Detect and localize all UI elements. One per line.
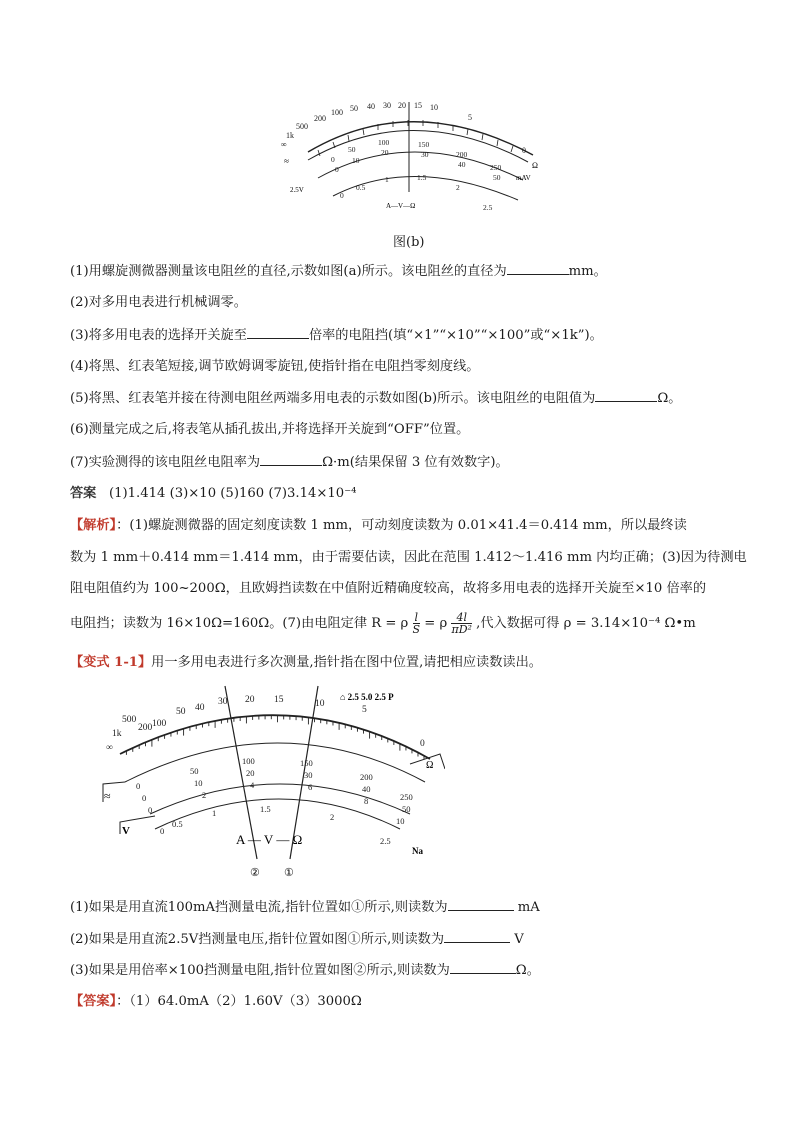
vq-1-unit: mA	[517, 900, 540, 915]
analysis-text-3: 阻电阻值约为 100~200Ω，且欧姆挡读数在中值附近精确度较高，故将多用电表的选择开关旋至×10 倍率的	[70, 581, 707, 596]
fc-dc-mid-0: 0	[142, 793, 147, 803]
dc-bot-2: 2	[456, 183, 460, 192]
variant-question-2	[70, 930, 524, 949]
fc-dc-low-0: 0	[148, 805, 153, 815]
fraction-1-numerator: l	[413, 612, 421, 624]
answer-blank-3[interactable]	[247, 326, 309, 339]
answer-label: 答案	[70, 486, 97, 501]
answer-blank-5[interactable]	[595, 389, 657, 402]
vq-blank-2[interactable]	[444, 930, 510, 943]
fc-dc-low-4: 4	[250, 780, 255, 790]
answer-blank-7[interactable]	[260, 453, 322, 466]
fc-ohm-5: 5	[362, 705, 367, 715]
question-2	[70, 294, 247, 312]
fc-dc-bot-0-5: 0.5	[172, 819, 183, 829]
v25-label: 2.5V	[290, 186, 304, 194]
question-5-text: (5)将黑、红表笔并接在待测电阻丝两端多用电表的示数如图(b)所示。该电阻丝的电阻值为	[70, 391, 596, 406]
fc-dc-low-6: 6	[308, 782, 313, 792]
vq-3-unit: Ω。	[515, 963, 540, 978]
question-7-text: (7)实验测得的该电阻丝电阻率为	[70, 455, 261, 470]
analysis-text-4a: 电阻挡；读数为 16×10Ω=160Ω。(7)由电阻定律 R = ρ	[70, 616, 409, 631]
analysis-eq: = ρ	[424, 616, 448, 631]
fc-dc-mid-20: 20	[246, 768, 255, 778]
dc-mid-40: 40	[458, 160, 466, 169]
ohm-label-40: 40	[367, 102, 375, 111]
fc-ohm-inf: ∞	[106, 743, 113, 753]
variant-answer-label: 【答案】	[70, 994, 117, 1009]
question-5-unit: Ω。	[657, 391, 682, 406]
question-4-text: (4)将黑、红表笔短接,调节欧姆调零旋钮,使指针指在电阻挡零刻度线。	[70, 359, 480, 374]
omega-label: Ω	[532, 161, 538, 170]
vq-3-text: (3)如果是用倍率×100挡测量电阻,指针位置如图②所示,则读数为	[70, 963, 450, 978]
question-6	[70, 421, 469, 439]
fc-dc-bot-1: 1	[212, 808, 217, 818]
question-6-text: (6)测量完成之后,将表笔从插孔拔出,并将选择开关旋到“OFF”位置。	[70, 422, 470, 437]
dc-top-50: 50	[348, 145, 356, 154]
mav-label: mAV	[516, 174, 531, 182]
ohm-label-200: 200	[314, 114, 326, 123]
vq-2-text: (2)如果是用直流2.5V挡测量电压,指针位置如图①所示,则读数为	[70, 932, 445, 947]
fc-pointer2-label: ②	[250, 867, 260, 879]
analysis-line-3	[70, 580, 706, 598]
fc-dc-mid-10: 10	[194, 778, 203, 788]
fc-ohm-15: 15	[274, 695, 284, 705]
ohm-label-inf: ∞	[281, 140, 287, 149]
dc-top-250: 250	[490, 163, 502, 172]
dc-mid-20: 20	[381, 148, 389, 157]
fc-header: ⌂ 2.5 5.0 2.5 P	[340, 692, 394, 702]
question-7-tail: Ω·m(结果保留 3 位有效数字)。	[322, 455, 509, 470]
variant-question-1	[70, 898, 540, 917]
dc-bot-2-5: 2.5	[483, 203, 493, 212]
ohm-label-50: 50	[350, 104, 358, 113]
ohm-label-1k: 1k	[286, 131, 294, 140]
question-7	[70, 453, 509, 472]
ohm-label-20: 20	[398, 101, 406, 110]
fc-dc-top-250: 250	[400, 792, 413, 802]
fc-dc-top-0: 0	[136, 781, 141, 791]
fc-dc-bot-2-5: 2.5	[380, 836, 391, 846]
multimeter-figure-b	[278, 100, 548, 220]
fraction-4l-over-pid2	[451, 612, 471, 635]
fraction-l-over-s	[413, 612, 421, 635]
answer-line	[70, 485, 356, 503]
question-3	[70, 326, 603, 345]
dc-top-150: 150	[418, 140, 430, 149]
fc-dc-low-8: 8	[364, 796, 369, 806]
variant-answer	[70, 993, 362, 1011]
fc-pointer1-label: ①	[284, 867, 294, 879]
fc-dc-top-100: 100	[242, 756, 255, 766]
analysis-line-2	[70, 549, 747, 567]
analysis-line-4	[70, 612, 696, 635]
fc-omega: Ω	[426, 760, 434, 771]
variant-text: 用一多用电表进行多次测量,指针指在图中位置,请把相应读数读出。	[151, 655, 542, 670]
question-4	[70, 358, 480, 376]
analysis-label: 【解析】	[70, 518, 117, 533]
avo-label: A—V—Ω	[386, 202, 416, 210]
analysis-text-2: 数为 1 mm＋0.414 mm＝1.414 mm，由于需要估读，因此在范围 1.412～1.416 mm 内均正确；(3)因为待测电	[70, 550, 747, 565]
dc-mid-50: 50	[493, 173, 501, 182]
fc-na: Na	[412, 846, 423, 856]
ohm-label-5: 5	[468, 113, 472, 122]
dc-top-100: 100	[378, 138, 390, 147]
dc-bot-1-5: 1.5	[417, 173, 427, 182]
question-1-text: (1)用螺旋测微器测量该电阻丝的直径,示数如图(a)所示。该电阻丝的直径为	[70, 264, 507, 279]
ohm-label-15: 15	[414, 101, 422, 110]
question-5	[70, 389, 681, 408]
fc-dc-low-2: 2	[202, 790, 207, 800]
fc-ohm-30: 30	[218, 697, 228, 707]
fc-dc-mid-30: 30	[304, 770, 313, 780]
fc-ohm-100: 100	[152, 719, 167, 729]
fc-dc-low-10: 10	[396, 816, 405, 826]
dc-mid-30: 30	[421, 150, 429, 159]
fc-dc-bot-0: 0	[160, 826, 165, 836]
fraction-1-denominator: S	[412, 623, 421, 636]
ohm-label-500: 500	[296, 122, 308, 131]
vq-blank-1[interactable]	[448, 898, 514, 911]
fc-ohm-10: 10	[315, 699, 325, 709]
answer-text: (1)1.414 (3)×10 (5)160 (7)3.14×10⁻⁴	[108, 486, 357, 501]
analysis-text-1: ：(1)螺旋测微器的固定刻度读数 1 mm，可动刻度读数为 0.01×41.4＝0.414 mm，所以最终读	[116, 518, 687, 533]
fc-ohm-1k: 1k	[112, 729, 122, 739]
fc-ohm-40: 40	[195, 703, 205, 713]
dc-bot-0-5: 0.5	[356, 183, 366, 192]
answer-blank-1[interactable]	[507, 262, 569, 275]
analysis-text-4b: ,代入数据可得 ρ = 3.14×10⁻⁴ Ω•m	[476, 616, 696, 631]
fc-dc-top-200: 200	[360, 772, 373, 782]
fc-avo: A — V — Ω	[236, 832, 303, 847]
question-3-tail: 倍率的电阻挡(填“×1”“×10”“×100”或“×1k”)。	[308, 328, 603, 343]
dc-symbol: ≈	[284, 156, 289, 166]
fc-ohm-0: 0	[420, 739, 425, 749]
ohm-label-10: 10	[430, 103, 438, 112]
figure-b-caption: 图(b)	[393, 235, 425, 250]
fc-dc-mid-50: 50	[402, 804, 411, 814]
vq-1-text: (1)如果是用直流100mA挡测量电流,指针位置如①所示,则读数为	[70, 900, 448, 915]
ohm-label-30: 30	[383, 101, 391, 110]
fc-dc-bot-1-5: 1.5	[260, 804, 271, 814]
variant-answer-text: ：（1）64.0mA（2）1.60V（3）3000Ω	[116, 994, 362, 1009]
dc-top-200: 200	[456, 150, 468, 159]
variant-label: 【变式 1-1】	[70, 655, 152, 670]
fc-dc-top-150: 150	[300, 758, 313, 768]
question-3-text: (3)将多用电表的选择开关旋至	[70, 328, 247, 343]
dc-top-0: 0	[331, 155, 335, 164]
dc-bot-1: 1	[385, 175, 389, 184]
dc-bot-0: 0	[340, 191, 344, 200]
vq-2-unit: V	[514, 932, 524, 947]
fc-ohm-20: 20	[245, 695, 255, 705]
variant-line	[70, 654, 542, 672]
fraction-2-numerator: 4l	[451, 612, 471, 624]
fc-dc-symbol: ≈	[104, 789, 111, 803]
question-1	[70, 262, 607, 281]
question-1-unit: mm。	[568, 264, 607, 279]
ohm-label-0: 0	[522, 146, 526, 155]
fc-ohm-500: 500	[122, 715, 137, 725]
question-2-text: (2)对多用电表进行机械调零。	[70, 295, 247, 310]
fc-ohm-200: 200	[138, 723, 153, 733]
fc-dc-bot-2: 2	[330, 812, 335, 822]
fc-dc-mid-40: 40	[362, 784, 371, 794]
ohm-label-100: 100	[331, 108, 343, 117]
dc-mid-0: 0	[335, 165, 339, 174]
fc-ohm-50: 50	[176, 707, 186, 717]
fc-v: V	[122, 825, 130, 837]
variant-question-3	[70, 961, 540, 980]
fraction-2-denominator: πD²	[451, 623, 472, 636]
analysis-line-1	[70, 517, 687, 535]
dc-mid-10: 10	[352, 156, 360, 165]
fc-dc-top-50: 50	[190, 766, 199, 776]
multimeter-figure-variant	[100, 684, 445, 884]
vq-blank-3[interactable]	[450, 961, 516, 974]
